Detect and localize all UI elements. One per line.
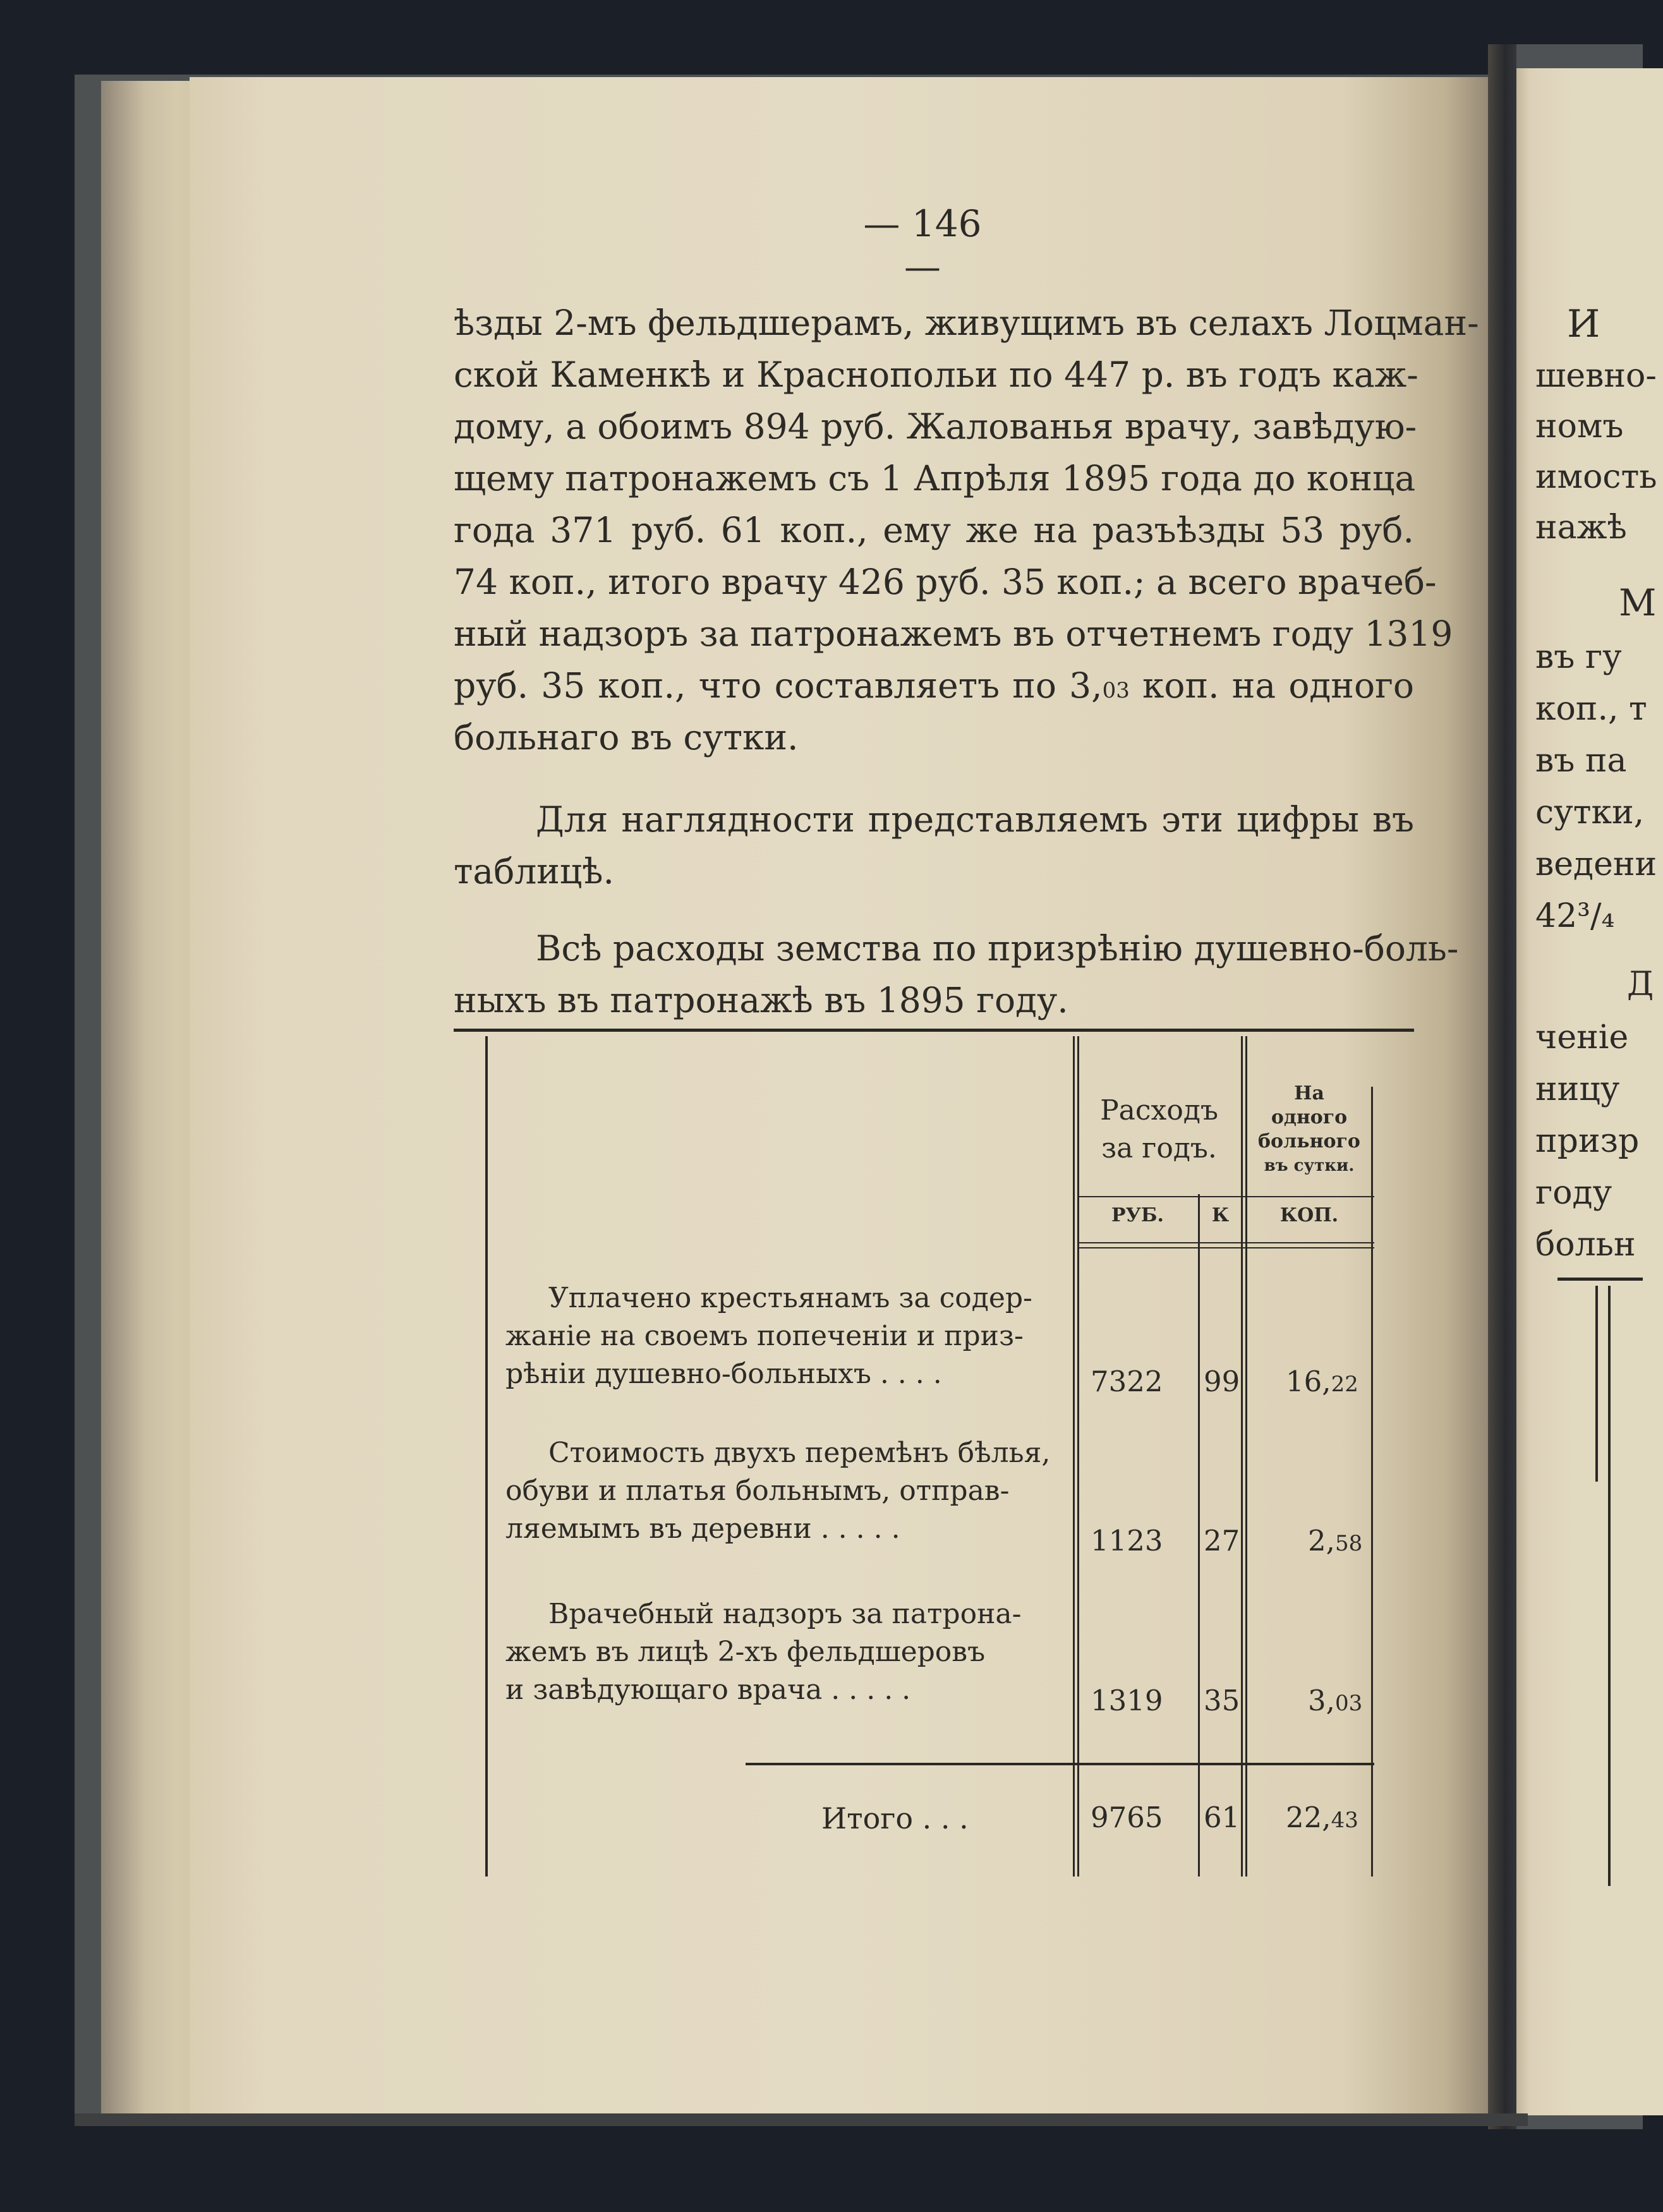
table-row-label: Уплачено крестьянамъ за содер- жаніе на своемъ попеченіи и приз- рѣніи душевно-больныхъ . . . . xyxy=(505,1282,1032,1390)
right-page-text: въ гу xyxy=(1535,638,1622,676)
right-page-text: 42³/₄ xyxy=(1535,897,1615,935)
right-page-text: въ па xyxy=(1535,742,1627,780)
text-line: руб. 35 коп., что составляетъ по 3,03 коп. на одного xyxy=(454,665,1414,706)
table-left-border xyxy=(485,1036,488,1877)
right-page-text: нажѣ xyxy=(1535,509,1627,547)
subheader-per-kop: КОП. xyxy=(1279,1204,1339,1226)
total-label: Итого . . . xyxy=(821,1801,969,1835)
column-divider xyxy=(1198,1194,1200,1877)
total-rub: 9765 xyxy=(1091,1801,1163,1834)
total-rule xyxy=(746,1763,1374,1765)
text-line: ѣзды 2-мъ фельдшерамъ, живущимъ въ селахъ Лоцман- xyxy=(454,303,1479,343)
right-page-text: шевно- xyxy=(1535,357,1657,395)
header-per-patient: На одного больного въ сутки. xyxy=(1258,1082,1360,1175)
header-rule xyxy=(1077,1196,1374,1197)
right-page-table-rule xyxy=(1608,1286,1611,1886)
right-page-text: Д xyxy=(1627,965,1654,1003)
text-line: года 371 руб. 61 коп., ему же на разъѣзды 53 руб. xyxy=(454,510,1414,550)
text-line: ской Каменкѣ и Краснопольи по 447 р. въ годъ каж- xyxy=(454,354,1418,395)
row-per-patient: 16,22 xyxy=(1286,1365,1358,1398)
right-page-text: году xyxy=(1535,1174,1612,1212)
right-page-text: имость xyxy=(1535,458,1657,496)
right-page-text: больн xyxy=(1535,1226,1636,1264)
row-rub: 1123 xyxy=(1091,1524,1163,1557)
header-expense: Расходъ за годъ. xyxy=(1100,1094,1218,1164)
row-kop: 35 xyxy=(1204,1684,1240,1717)
table-title-line: ныхъ въ патронажѣ въ 1895 году. xyxy=(454,980,1068,1020)
row-rub: 1319 xyxy=(1091,1684,1163,1717)
total-kop: 61 xyxy=(1204,1801,1240,1834)
table-row-label: Врачебный надзоръ за патрона- жемъ въ лицѣ 2-хъ фельдшеровъ и завѣдующаго врача . . . . . xyxy=(505,1598,1022,1706)
subheader-rub: РУБ. xyxy=(1111,1204,1164,1226)
column-divider xyxy=(1241,1036,1243,1877)
right-page-table-rule xyxy=(1595,1286,1598,1482)
text-line: таблицѣ. xyxy=(454,851,614,891)
subheader-kop: К xyxy=(1211,1204,1230,1226)
row-rub: 7322 xyxy=(1091,1365,1163,1398)
text-line: Для наглядности представляемъ эти цифры въ xyxy=(536,799,1414,840)
right-page-text: коп., т xyxy=(1535,690,1647,728)
page-number: — 146 — xyxy=(863,202,982,288)
header-rule xyxy=(1077,1247,1374,1248)
cover-bottom xyxy=(75,2113,1528,2126)
text-line: дому, а обоимъ 894 руб. Жалованья врачу, завѣдую- xyxy=(454,406,1417,447)
right-page-text: ведени xyxy=(1535,845,1657,883)
row-per-patient: 3,03 xyxy=(1308,1684,1363,1717)
header-rule xyxy=(1077,1242,1374,1243)
table-top-rule xyxy=(454,1029,1414,1032)
right-page-text: М xyxy=(1619,581,1657,624)
row-kop: 27 xyxy=(1204,1524,1240,1557)
total-per-patient: 22,43 xyxy=(1286,1801,1358,1834)
table-right-border xyxy=(1371,1087,1373,1877)
right-page-text: И xyxy=(1567,302,1600,346)
text-line: 74 коп., итого врачу 426 руб. 35 коп.; а всего врачеб- xyxy=(454,562,1437,602)
text-line: больнаго въ сутки. xyxy=(454,717,799,758)
right-page-text: ницу xyxy=(1535,1070,1620,1108)
text-line: щему патронажемъ съ 1 Апрѣля 1895 года до конца xyxy=(454,458,1416,499)
table-row-label: Стоимость двухъ перемѣнъ бѣлья, обуви и платья больнымъ, отправ- ляемымъ въ деревни . . . . . xyxy=(505,1437,1051,1545)
right-page-text: сутки, xyxy=(1535,794,1645,831)
column-divider xyxy=(1073,1036,1075,1877)
right-page-text: номъ xyxy=(1535,408,1624,445)
book-gutter xyxy=(1488,44,1516,2129)
row-kop: 99 xyxy=(1204,1365,1240,1398)
body-paragraph xyxy=(454,297,1479,1026)
text-line: ный надзоръ за патронажемъ въ отчетнемъ году 1319 xyxy=(454,613,1453,654)
row-per-patient: 2,58 xyxy=(1308,1524,1363,1557)
right-page-text: призр xyxy=(1535,1122,1640,1160)
right-page-text: ченіе xyxy=(1535,1018,1629,1056)
right-page-table-rule xyxy=(1557,1278,1643,1281)
table-title-line: Всѣ расходы земства по призрѣнію душевно-боль- xyxy=(536,928,1459,969)
